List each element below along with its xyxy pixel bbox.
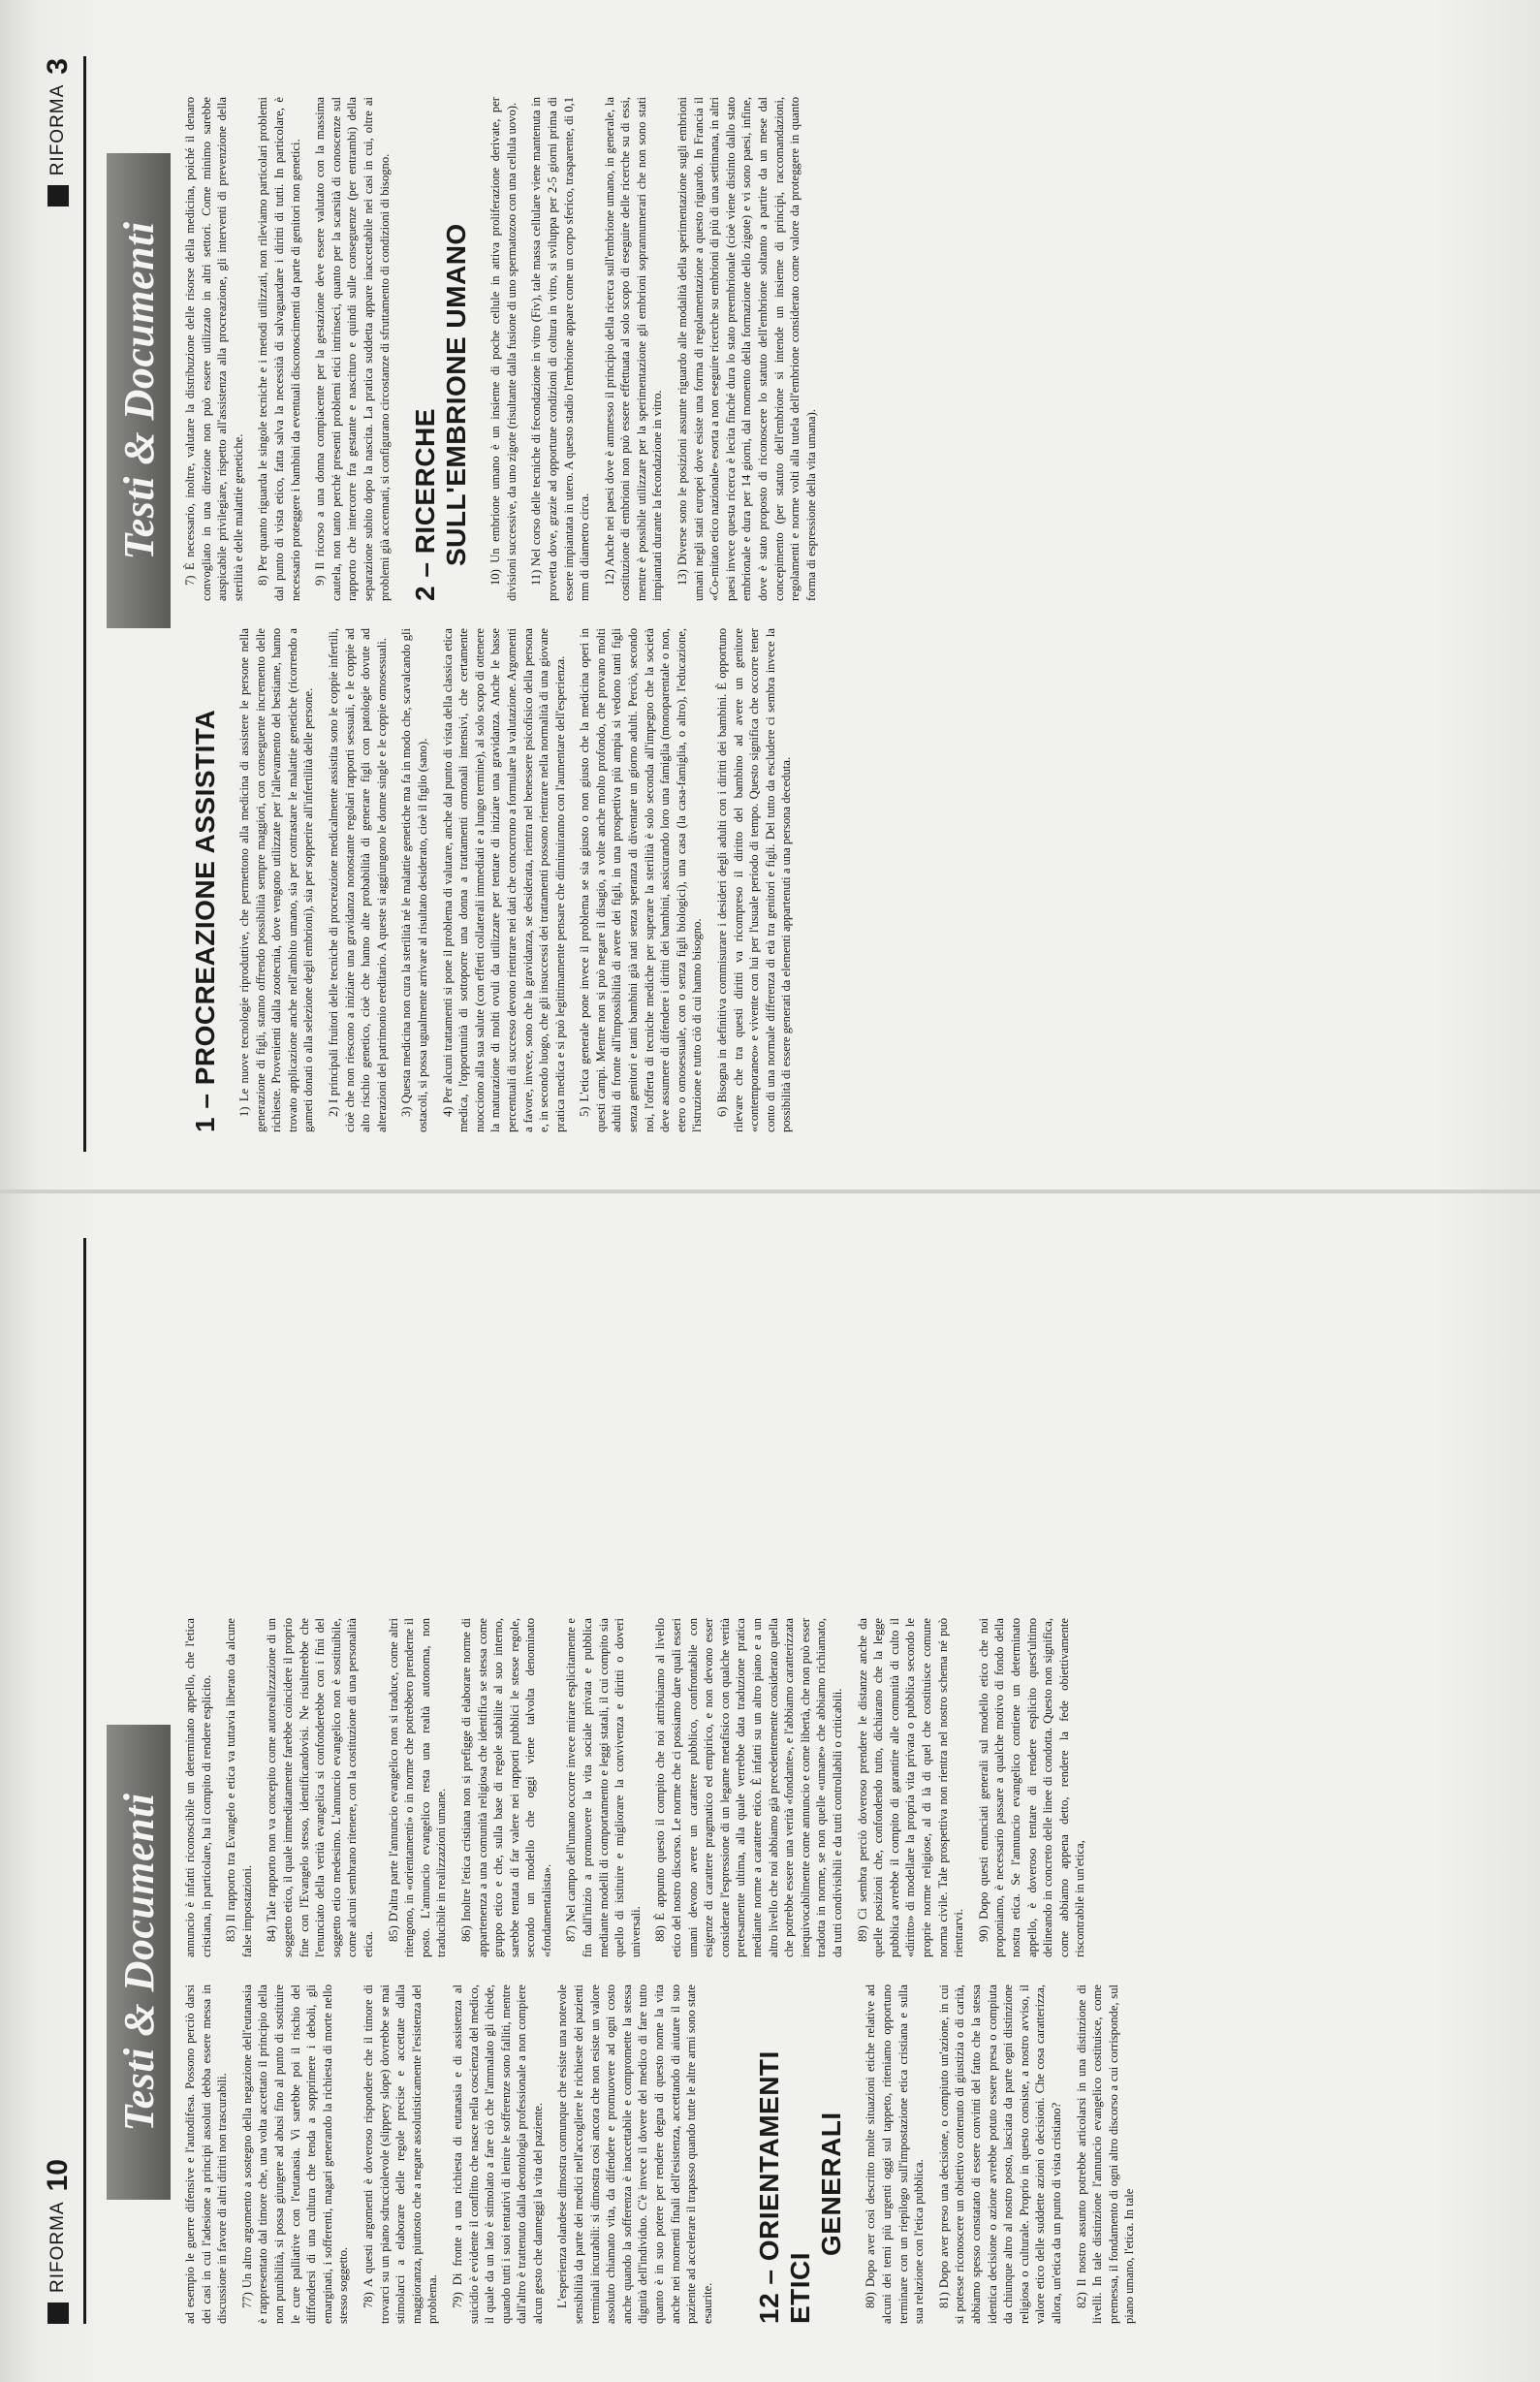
paragraph: 86) Inoltre l'etica cristiana non si prefigge di elaborare norme di appartenenza a una comunità religiosa che identifica se stessa come gruppo etico e che, sulla base di regole stabilite al suo interno, sarebbe tentata di far valere nei rapporti pubblici le stesse regole, secondo un modello che oggi viene talvolta denominato «fondamentalista». bbox=[458, 1618, 553, 1957]
section-banner bbox=[107, 153, 171, 628]
paragraph: 87) Nel campo dell'umano occorre invece mirare esplicitamente e fin dall'inizio a promuovere la vita sociale privata e pubblica mediante modelli di comportamento e leggi statali, il cui compito sia quello di istituire e migliorare la convivenza e diritti o doveri universali. bbox=[564, 1618, 643, 1957]
paragraph: 12) Anche nei paesi dove è ammesso il principio della ricerca sull'embrione umano, in generale, la costituzione di embrioni non può essere effettuata al solo scopo di eseguire delle ricerche su di essi, mentre è possibile utilizzare per la sperimentazione gli embrioni soprannumerari che non sono stati impiantati durante la fecondazione in vitro. bbox=[602, 97, 665, 601]
section-heading: 1 – PROCREAZIONE ASSISTITA bbox=[190, 709, 220, 1132]
section-heading-line: 2 – RICERCHE bbox=[410, 408, 441, 601]
running-header-right bbox=[39, 58, 78, 206]
paragraph: 78) A questi argomenti è doveroso rispondere che il timore di trovarci su un piano sdrucciolevole (slippery slope) dovrebbe se mai stimolarci a elaborare delle regole precise e accettate dalla maggioranza, piuttosto che a negare assolutisticamente l'esistenza del problema. bbox=[361, 1985, 440, 2324]
paragraph: 4) Per alcuni trattamenti si pone il problema di valutare, anche dal punto di vista della classica etica medica, l'opportunità di sottoporre una donna a trattamenti ormonali intensivi, che certamente nuocciono alla sua salute (con effetti collaterali immediati e a lungo termine), al solo scopo di ottenere la maturazione di molti ovuli da utilizzare per tentare di iniziare una gravidanza. Anche le basse percentuali di successo devono rientrare nei dati che concorrono a formulare la valutazione. Argomenti a favore, invece, sono che la gravidanza, se desiderata, rientra nel benessere psicofisico della persona e, in secondo luogo, che gli insuccessi dei trattamenti possono rientrare nella normalità di una giovane pratica medica e si può legittimamente pensare che diminuiranno con l'aumentare dell'esperienza. bbox=[440, 628, 567, 1132]
header-rule bbox=[83, 1238, 86, 2324]
paragraph: 84) Tale rapporto non va concepito come autorealizzazione di un soggetto etico, il quale immediatamente farebbe coincidere il proprio fine con l'Evangelo stesso, identificandovisi. Ne risulterebbe che l'enunciato della verità evangelica si confonderebbe con i fini del soggetto etico medesimo. L'annuncio evangelico non è sostituibile, come alcuni sembrano ritenere, con la costituzione di una personalità etica. bbox=[265, 1618, 375, 1957]
section-heading-line: 12 – ORIENTAMENTI ETICI bbox=[754, 2050, 816, 2324]
section-banner bbox=[107, 1725, 171, 2200]
paragraph: 81) Dopo aver preso una decisione, o compiuto un'azione, in cui si potesse riconoscere un obiettivo contenuto di giustizia o di carità, abbiamo spesso constatato di essere convinti del fatto che la stessa identica decisione o azione avrebbe potuto essere presa o compiuta da chiunque altro al nostro posto, lasciata da parte ogni distinzione religiosa o culturale. Proprio in questo consiste, a nostro avviso, il valore etico delle suddette azioni o decisioni. Che cosa caratterizza, allora, un'etica da un punto di vista cristiano? bbox=[936, 1985, 1063, 2324]
publication-name: RIFORMA bbox=[47, 83, 68, 176]
paragraph: 80) Dopo aver così descritto molte situazioni etiche relative ad alcuni dei temi più urgenti oggi sul tappeto, riteniamo opportuno terminare con un riepilogo sull'impostazione etica cristiana e sulla sua relazione con l'etica pubblica. bbox=[864, 1985, 927, 2324]
paragraph: 11) Nel corso delle tecniche di fecondazione in vitro (Fiv), tale massa cellulare viene mantenuta in provetta dove, grazie ad opportune condizioni di coltura in vitro, si sviluppa per 2-5 giorni prima di essere impiantata in utero. A questo stadio l'embrione appare come un corpo sferico, trasparente, di 0,1 mm di diametro circa. bbox=[529, 97, 592, 601]
section-heading-line: SULL'EMBRIONE UMANO bbox=[441, 223, 472, 566]
paragraph: annuncio è infatti riconoscibile un determinato appello, che l'etica cristiana, in particolare, ha il compito di rendere esplicito. bbox=[183, 1618, 213, 1957]
paragraph: 77) Un altro argomento a sostegno della negazione dell'eutanasia è rappresentato dal timore che, una volta accettato il principio della non punibilità, si possa giungere ad abusi fino al punto di sostituire le cure palliative con l'eutanasia. Vi sarebbe poi il rischio del diffondersi di una cultura che tenda a sopprimere i deboli, gli emarginati, i sofferenti, magari generando la richiesta di morte nello stesso soggetto. bbox=[239, 1985, 351, 2324]
paragraph: 82) Il nostro assunto potrebbe articolarsi in una distinzione di livelli. In tale distinzione l'annuncio evangelico costituisce, come premessa, il fondamento di ogni altro discorso a cui corrisponde, sul piano umano, l'etica. In tale bbox=[1074, 1985, 1137, 2324]
running-header-left bbox=[39, 2159, 78, 2324]
paragraph: 6) Bisogna in definitiva commisurare i desideri degli adulti con i diritti dei bambini. È opportuno rilevare che tra questi diritti va ricompreso il diritto del bambino ad avere un genitore «contemporaneo» e vivente con lui per l'usuale periodo di tempo. Questo significa che occorre tener conto di una normale differenza di età tra genitori e figli. Del tutto da escludere ci sembra invece la possibilità di essere generati da elementi appartenuti a una persona deceduta. bbox=[715, 628, 794, 1132]
section-heading bbox=[754, 1985, 847, 2324]
paragraph: L'esperienza olandese dimostra comunque che esiste una notevole sensibilità da parte dei medici nell'accogliere le richieste dei pazienti terminali incurabili: si dimostra così ancora che non esiste un valore assoluto chiamato vita, da difendere e promuovere ad ogni costo anche quando la sofferenza è inaccettabile e compromette la stessa dignità dell'individuo. C'è invece il dovere del medico di fare tutto quanto è in suo potere per rendere degna di questo nome la vita anche nei momenti finali dell'esistenza, accettando di aiutare il suo paziente ad accelerare il trapasso quando tutte le altre armi sono state esaurite. bbox=[555, 1985, 714, 2324]
paragraph: 7) È necessario, inoltre, valutare la distribuzione delle risorse della medicina, poiché il denaro convogliato in una direzione non può essere utilizzato in altri settori. Come minimo sarebbe auspicabile privilegiare, rispetto all'assistenza alla procreazione, gli interventi di prevenzione della sterilità e delle malattie genetiche. bbox=[183, 97, 245, 601]
banner-title: Testi & Documenti bbox=[114, 1793, 163, 2132]
paragraph: 88) È appunto questo il compito che noi attribuiamo al livello etico del nostro discorso. Le norme che ci possiamo dare quali esseri umani devono avere un carattere pubblico, confrontabile con esigenze di carattere pragmatico ed empirico, e non devono esser considerate l'espressione di un legame metafisico con qualche verità pretesamente ultima, alla quale verrebbe data traduzione pratica mediante norme a carattere etico. È infatti su un altro piano e a un altro livello che noi abbiamo già precedentemente considerato quella che potrebbe essere una verità «fondante», e l'abbiamo caratterizzata inequivocabilmente come annuncio e come libertà, che non può esser tradotta in norme, se non quelle «umane» che abbiamo richiamato, da tutti condivisibili e da tutti controllabili o criticabili. bbox=[653, 1618, 844, 1957]
page-number: 10 bbox=[42, 2159, 74, 2192]
publication-name: RIFORMA bbox=[47, 2201, 68, 2293]
article-columns bbox=[182, 1618, 1500, 2324]
article-columns bbox=[182, 97, 1500, 1132]
black-square-icon bbox=[47, 2303, 69, 2324]
paragraph: 8) Per quanto riguarda le singole tecniche e i metodi utilizzati, non rileviamo particolari problemi dal punto di vista etico, fatta salva la necessità di salvaguardare i diritti di tutti. In particolare, è necessario proteggere i bambini da eventuali disconoscimenti da parte di genitori non genetici. bbox=[256, 97, 302, 601]
text-column-1 bbox=[182, 628, 1500, 1132]
text-column-2 bbox=[182, 1618, 1500, 1957]
paragraph: 2) I principali fruitori delle tecniche di procreazione medicalmente assistita sono le coppie infertili, cioè che non riescono a iniziare una gravidanza nonostante regolari rapporti sessuali, e le coppie ad alto rischio genetico, cioè che hanno alte probabilità di generare figli con patologie dovute ad alterazioni del patrimonio ereditario. A queste si aggiungono le donne single e le coppie omosessuali. bbox=[326, 628, 389, 1132]
paragraph: 10) Un embrione umano è un insieme di poche cellule in attiva proliferazione derivate, per divisioni successive, da uno zigote (risultante dalla fusione di uno spermatozoo con una cellula uovo). bbox=[488, 97, 519, 601]
page-number: 3 bbox=[42, 58, 74, 75]
black-square-icon bbox=[47, 185, 69, 206]
banner-title: Testi & Documenti bbox=[114, 221, 163, 560]
paragraph: 5) L'etica generale pone invece il problema se sia giusto o non giusto che la medicina operi in questi campi. Mentre non si può negare il disagio, a volte anche molto profondo, che provano molti adulti di fronte all'impossibilità di avere dei figli, in una prospettiva più ampia si vedono tanti figli senza genitori e tanti bambini già nati senza speranza di diventare un giorno adulti. Perciò, secondo noi, l'offerta di tecniche mediche per superare la sterilità è solo seconda all'impegno che la società deve assumere di difendere i diritti dei bambini, assicurando loro una famiglia (monoparentale o non, etero o omosessuale, con o senza figli biologici), una casa (la casa-famiglia, o altro), l'educazione, l'istruzione e tutto ciò di cui hanno bisogno. bbox=[578, 628, 705, 1132]
section-heading bbox=[410, 97, 472, 601]
paragraph: 1) Le nuove tecnologie riproduttive, che permettono alla medicina di assistere le persone nella generazione di figli, stanno offrendo possibilità sempre maggiori, con conseguente incremento delle richieste. Provenienti dalla zootecnia, dove vengono utilizzate per l'allevamento del bestiame, hanno trovato applicazione anche nell'ambito umano, sia per contrastare le malattie genetiche (ricorrendo a gameti donati o alla selezione degli embrioni), sia per sopperire all'infertilità delle persone. bbox=[237, 628, 316, 1132]
paragraph: 79) Di fronte a una richiesta di eutanasia e di assistenza al suicidio è evidente il conflitto che nasce nella coscienza del medico, il quale da un lato è stimolato a fare ciò che l'ammalato gli chiede, quando tutti i suoi tentativi di lenire le sofferenze sono falliti, mentre dall'altro è trattenuto dalla deontologia professionale a non compiere alcun gesto che danneggi la vita del paziente. bbox=[450, 1985, 545, 2324]
paragraph: ad esempio le guerre difensive e l'autodifesa. Possono perciò darsi dei casi in cui l'adesione a principi assoluti debba essere messa in discussione in favore di altri diritti non trascurabili. bbox=[183, 1985, 230, 2324]
paragraph: 13) Diverse sono le posizioni assunte riguardo alle modalità della sperimentazione sugli embrioni umani negli stati europei dove esiste una forma di regolamentazione a questo riguardo. In Francia il «Co-mitato etico nazionale» esorta a non eseguire ricerche su embrioni di più di una settimana, in altri paesi invece questa ricerca è lecita finché dura lo stato preembrionale (cioè viene distinto dallo stato embrionale e dura per 14 giorni, dal momento della formazione dello zigote) e vi sono paesi, infine, dove è stato proposto di riconoscere lo statuto dell'embrione soltanto a partire da un mese dal concepimento (per statuto dell'embrione si intende un insieme di principi, raccomandazioni, regolamenti e norme volti alla tutela dell'embrione considerato come valore da proteggere in quanto forma di espressione della vita umana). bbox=[676, 97, 818, 601]
section-heading-line: GENERALI bbox=[816, 2112, 847, 2256]
paragraph: 85) D'altra parte l'annuncio evangelico non si traduce, come altri ritengono, in «orientamenti» o in norme che potrebbero prenderne il posto. L'annuncio evangelico resta una realtà autonoma, non traducibile in realizzazioni umane. bbox=[386, 1618, 449, 1957]
text-column-1 bbox=[182, 1985, 1500, 2324]
paragraph: 89) Ci sembra perciò doveroso prendere le distanze anche da quelle posizioni che, confondendo tutto, dichiarano che la legge pubblica avrebbe il compito di garantire alle comunità di culto il «diritto» di modellare la propria vita privata o pubblica secondo le proprie norme religiose, al di là di quel che costituisce comune norma civile. Tale prospettiva non rientra nel nostro schema né può rientrarvi. bbox=[855, 1618, 966, 1957]
paragraph: 9) Il ricorso a una donna compiacente per la gestazione deve essere valutato con la massima cautela, non tanto perché presenti problemi etici intrinseci, quanto per la scarsità di conoscenze sul rapporto che intercorre fra gestante e nascituro e quindi sulle conseguenze (per entrambi) della separazione subito dopo la nascita. La pratica suddetta appare inaccettabile nei casi in cui, oltre ai problemi già accennati, si configurano circostanze di sfruttamento di condizioni di bisogno. bbox=[313, 97, 392, 601]
newspaper-page-left bbox=[0, 1191, 1540, 2382]
paragraph: 90) Dopo questi enunciati generali sul modello etico che noi proponiamo, è necessario passare a qualche motivo di fondo della nostra etica. Se l'annuncio evangelico contiene un determinato appello, è doveroso tentare di rendere esplicito quest'ultimo delineando in concreto delle linee di condotta. Questo non significa, come abbiamo appena detto, rendere la fede obiettivamente riscontrabile in un'etica, bbox=[976, 1618, 1087, 1957]
paragraph: 3) Questa medicina non cura la sterilità né le malattie genetiche ma fa in modo che, scavalcando gli ostacoli, si possa ugualmente arrivare al risultato desiderato, cioè il figlio (sano). bbox=[399, 628, 429, 1132]
text-column-2 bbox=[182, 97, 1500, 601]
paragraph: 83) Il rapporto tra Evangelo e etica va tuttavia liberato da alcune false impostazioni. bbox=[224, 1618, 254, 1957]
header-rule bbox=[83, 56, 86, 1152]
